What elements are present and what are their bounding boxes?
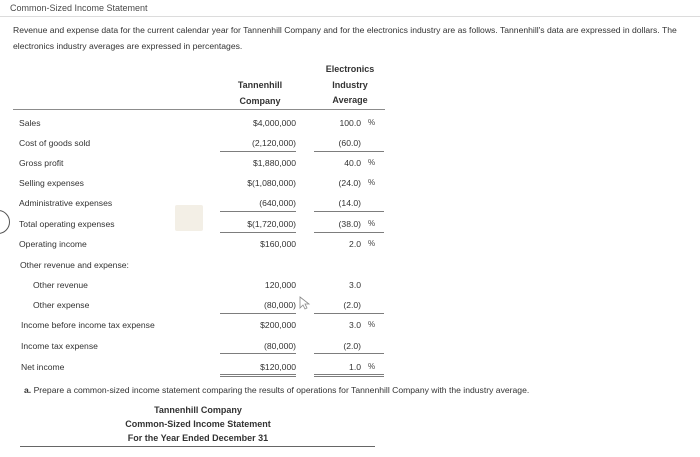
- question-prefix: a.: [24, 385, 32, 395]
- company-value: (80,000): [263, 300, 296, 310]
- subtotal-rule-industry: [314, 353, 384, 354]
- mouse-cursor-icon: [299, 296, 311, 310]
- column-header-company-line-1: Tannenhill: [237, 80, 283, 90]
- subtotal-rule-company: [220, 211, 296, 212]
- company-value: $4,000,000: [252, 118, 296, 128]
- industry-value: (14.0): [338, 198, 361, 208]
- subtotal-rule-industry: [314, 211, 384, 212]
- table-row: [0, 275, 700, 295]
- company-value: $160,000: [260, 239, 296, 249]
- percent-sign: %: [368, 219, 376, 228]
- question-text: [24, 385, 529, 395]
- row-label: Income before income tax expense: [21, 320, 155, 330]
- table-row: [0, 113, 700, 133]
- row-label: Other revenue and expense:: [20, 260, 129, 270]
- row-label: Gross profit: [19, 158, 64, 168]
- row-label: Income tax expense: [21, 341, 98, 351]
- company-value: (2,120,000): [252, 138, 296, 148]
- company-value: (80,000): [263, 341, 296, 351]
- table-row: [0, 295, 700, 315]
- column-header-industry-line-1: Electronics: [325, 64, 375, 74]
- answer-statement-title: Common-Sized Income Statement: [125, 419, 271, 429]
- column-header-underline: [13, 109, 385, 110]
- percent-sign: %: [368, 239, 376, 248]
- highlight-patch: [175, 205, 203, 231]
- row-label: Total operating expenses: [19, 219, 115, 229]
- industry-value: 1.0: [349, 362, 361, 372]
- answer-header-rule: [20, 446, 375, 447]
- row-label: Administrative expenses: [19, 198, 113, 208]
- industry-value: 3.0: [349, 320, 361, 330]
- subtotal-rule-industry: [314, 313, 384, 314]
- table-row: [0, 234, 700, 254]
- subtotal-rule-company: [220, 151, 296, 152]
- row-label: Other revenue: [33, 280, 88, 290]
- percent-sign: %: [368, 178, 376, 187]
- industry-value: (2.0): [343, 341, 361, 351]
- row-label: Operating income: [19, 239, 87, 249]
- company-value: (640,000): [259, 198, 296, 208]
- subtotal-rule-industry: [314, 232, 384, 233]
- table-row: [0, 255, 700, 275]
- industry-value: 100.0: [339, 118, 361, 128]
- total-double-rule-industry: [314, 374, 384, 375]
- answer-company-name: Tannenhill Company: [154, 405, 242, 415]
- subtotal-rule-company: [220, 313, 296, 314]
- company-value: $(1,720,000): [247, 219, 296, 229]
- row-label: Sales: [19, 118, 41, 128]
- row-label: Cost of goods sold: [19, 138, 91, 148]
- table-row: [0, 315, 700, 335]
- table-row: [0, 133, 700, 153]
- answer-period: For the Year Ended December 31: [127, 433, 269, 443]
- percent-sign: %: [368, 118, 376, 127]
- row-label: Selling expenses: [19, 178, 84, 188]
- column-header-company-line-2: Company: [239, 95, 281, 106]
- percent-sign: %: [368, 362, 376, 371]
- company-value: $120,000: [260, 362, 296, 372]
- total-double-rule-company: [220, 376, 296, 377]
- total-double-rule-industry: [314, 376, 384, 377]
- table-row: [0, 214, 700, 234]
- industry-value: 2.0: [349, 239, 361, 249]
- industry-value: (2.0): [343, 300, 361, 310]
- table-row: [0, 153, 700, 173]
- column-header-industry-line-3: Average: [332, 95, 368, 105]
- subtotal-rule-company: [220, 232, 296, 233]
- industry-value: (38.0): [338, 219, 361, 229]
- company-value: $(1,080,000): [247, 178, 296, 188]
- column-header-industry-line-2: Industry: [332, 79, 368, 90]
- row-label: Other expense: [33, 300, 90, 310]
- column-header-industry: [314, 62, 386, 109]
- company-value: 120,000: [264, 280, 296, 290]
- percent-sign: %: [368, 320, 376, 329]
- company-value: $200,000: [260, 320, 296, 330]
- question-body: Prepare a common-sized income statement comparing the results of operations for Tannenhill Company with the industry average.: [33, 385, 530, 395]
- company-value: $1,880,000: [252, 158, 296, 168]
- table-row: [0, 193, 700, 213]
- header-title: Common-Sized Income Statement: [10, 3, 148, 13]
- industry-value: 3.0: [349, 280, 361, 290]
- subtotal-rule-company: [220, 353, 296, 354]
- intro-text: Revenue and expense data for the current calendar year for Tannenhill Company and for the electronics industry are as follows. Tannenhill's data are expressed in dollars. The electronics industry averages are expressed in percentages.: [13, 25, 677, 51]
- row-label: Net income: [21, 362, 65, 372]
- industry-value: (60.0): [338, 138, 361, 148]
- total-double-rule-company: [220, 374, 296, 375]
- industry-value: 40.0: [344, 158, 361, 168]
- subtotal-rule-industry: [314, 151, 384, 152]
- industry-value: (24.0): [338, 178, 361, 188]
- column-header-company: [220, 78, 300, 109]
- table-row: [0, 173, 700, 193]
- header-divider: [0, 16, 700, 17]
- percent-sign: %: [368, 158, 376, 167]
